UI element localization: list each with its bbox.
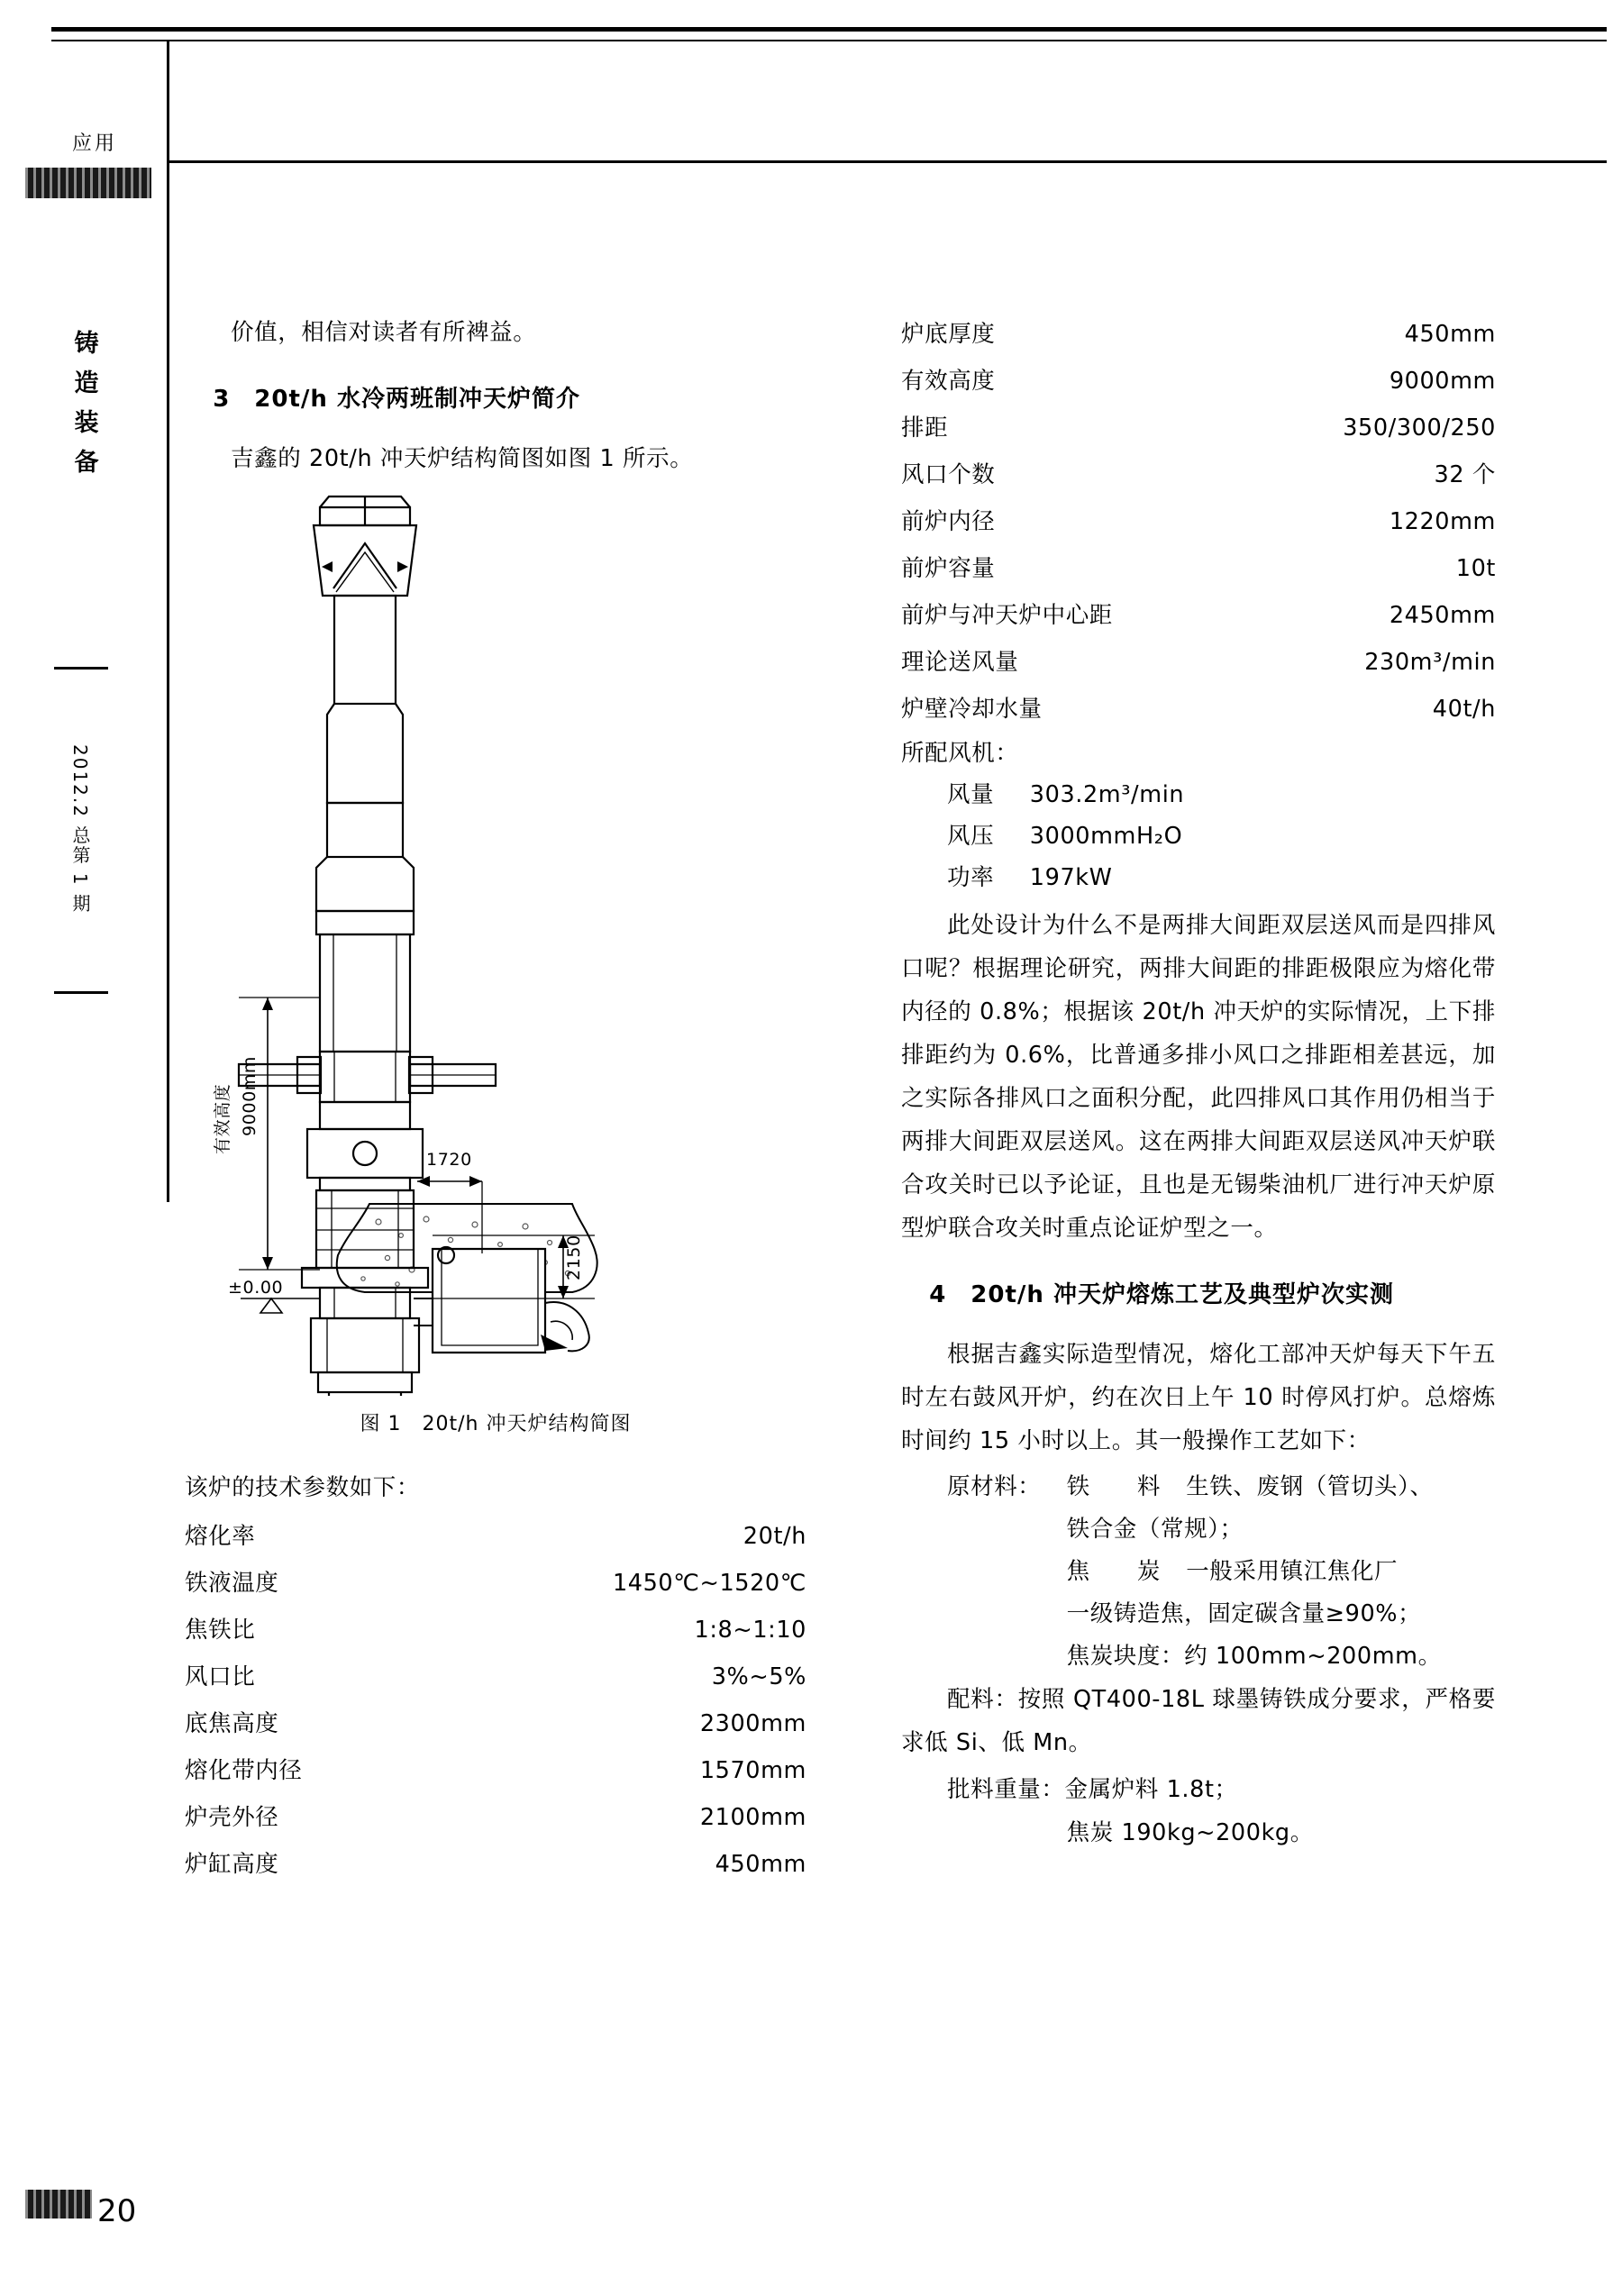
sidebar-vertical-rule (167, 40, 169, 1202)
table-row (901, 639, 1496, 686)
fan-spec-value: 303.2m³/min (1029, 781, 1185, 808)
cupola-schematic-svg (185, 487, 806, 1398)
material-continuation: 铁合金（常规）； (1066, 1516, 1244, 1543)
figure-cupola-diagram (185, 487, 806, 1398)
batch-weight-line: 批料重量：金属炉料 1.8t； (947, 1776, 1238, 1803)
param-key: 炉底厚度 (901, 321, 996, 348)
table-row (901, 498, 1496, 545)
page-number: 20 (97, 2193, 137, 2229)
fan-spec-label: 风量 (947, 781, 995, 808)
param-value: 20t/h (743, 1523, 806, 1550)
param-value: 10t (1455, 555, 1496, 582)
param-value: 450mm (715, 1851, 806, 1878)
fan-spec-value: 197kW (1029, 864, 1113, 891)
dim-effective-height-text: 有效高度 (213, 1083, 232, 1154)
dim-9000mm-text: 9000mm (240, 1056, 260, 1136)
param-key: 炉缸高度 (185, 1851, 279, 1878)
param-key: 底焦高度 (185, 1710, 279, 1737)
table-row (185, 1700, 806, 1747)
lead-paragraph: 价值，相信对读者有所裨益。 (231, 319, 537, 346)
param-value: 3%~5% (711, 1663, 806, 1690)
sidebar-tick-top (54, 667, 108, 670)
table-row (901, 592, 1496, 639)
process-paragraph: 根据吉鑫实际造型情况，熔化工部冲天炉每天下午五时左右鼓风开炉，约在次日上午 10 时停风打炉。总熔炼时间约 15 小时以上。其一般操作工艺如下： (901, 1341, 1496, 1454)
param-key: 前炉内径 (901, 508, 996, 535)
param-value: 1450℃~1520℃ (612, 1570, 806, 1597)
right-parameter-table (901, 311, 1496, 733)
discussion-paragraph: 此处设计为什么不是两排大间距双层送风而是四排风口呢？根据理论研究，两排大间距的排距极限应为熔化带内径的 0.8%；根据该 20t/h 冲天炉的实际情况，上下排排距约为 0.6%，比普通多排小风口之排距相差甚远，加之实际各排风口之面积分配，此四排风口其作用仍相当于两排大间距双层送风。这在两排大间距双层送风冲天炉联合攻关时已以予论证，且也是无锡柴油机厂进行冲天炉原型炉联合攻关时重点论证炉型之一。 (901, 912, 1496, 1242)
dim-1720-text: 1720 (426, 1150, 472, 1170)
material-value: 一般采用镇江焦化厂 (1186, 1558, 1399, 1585)
param-key: 炉壁冷却水量 (901, 696, 1043, 723)
sidebar-app-label: 应用 (72, 132, 118, 155)
table-row (901, 311, 1496, 358)
raw-materials-block (901, 1466, 1496, 1678)
header-rule-thin (51, 40, 1607, 41)
indent-spacer (901, 1551, 947, 1593)
table-row (185, 1513, 806, 1560)
sidebar-vertical-title: 铸造装备 (74, 330, 101, 477)
param-key: 焦铁比 (185, 1617, 256, 1644)
param-key: 风口个数 (901, 461, 996, 488)
figure-intro-paragraph: 吉鑫的 20t/h 冲天炉结构简图如图 1 所示。 (231, 445, 694, 472)
fan-spec-label: 功率 (947, 864, 995, 891)
heading-section-4: 4 20t/h 冲天炉熔炼工艺及典型炉次实测 (929, 1281, 1394, 1308)
material-continuation: 焦炭块度：约 100mm~200mm。 (1066, 1643, 1442, 1670)
dim-2150-text: 2150 (564, 1235, 584, 1280)
fan-spec-value: 3000mmH₂O (1029, 823, 1183, 850)
table-row (185, 1560, 806, 1607)
table-row (901, 686, 1496, 733)
param-value: 9000mm (1389, 368, 1496, 395)
material-value: 生铁、废钢（管切头）、 (1186, 1473, 1434, 1500)
left-parameter-table (185, 1513, 806, 1888)
param-key: 炉壳外径 (185, 1804, 279, 1831)
param-key: 排距 (901, 415, 949, 442)
table-row (901, 405, 1496, 451)
table-row (185, 1654, 806, 1700)
param-value: 450mm (1404, 321, 1496, 348)
list-item (901, 774, 1496, 815)
param-value: 32 个 (1434, 461, 1496, 488)
fan-spec-label: 风压 (947, 823, 995, 850)
raw-materials-row (901, 1551, 1496, 1593)
param-value: 40t/h (1432, 696, 1496, 723)
material-continuation: 一级铸造焦，固定碳含量≥90%； (1066, 1600, 1422, 1627)
table-row (185, 1747, 806, 1794)
indent-spacer (901, 1466, 947, 1508)
fan-spec-list (901, 774, 1496, 898)
sidebar-tick-bottom (54, 991, 108, 994)
param-value: 2100mm (699, 1804, 806, 1831)
param-key: 前炉与冲天炉中心距 (901, 602, 1113, 629)
param-key: 前炉容量 (901, 555, 996, 582)
fan-group-title: 所配风机： (901, 740, 1019, 767)
charge-paragraph: 配料：按照 QT400-18L 球墨铸铁成分要求，严格要求低 Si、低 Mn。 (901, 1686, 1496, 1756)
sidebar-marker-block (25, 168, 151, 198)
list-item (901, 815, 1496, 857)
material-key: 焦 炭 (1066, 1558, 1161, 1585)
params-intro: 该炉的技术参数如下： (185, 1474, 421, 1501)
param-key: 铁液温度 (185, 1570, 279, 1597)
raw-materials-row (901, 1466, 1496, 1508)
header-rule-thick (51, 27, 1607, 32)
footer-marker-block (25, 2190, 92, 2219)
param-value: 1220mm (1389, 508, 1496, 535)
left-column (185, 311, 806, 1888)
batch-coke-line: 焦炭 190kg~200kg。 (1066, 1819, 1314, 1846)
right-column (901, 311, 1496, 1858)
param-key: 熔化率 (185, 1523, 256, 1550)
section-rule (167, 160, 1607, 163)
param-value: 1570mm (699, 1757, 806, 1784)
param-key: 理论送风量 (901, 649, 1019, 676)
param-value: 2300mm (699, 1710, 806, 1737)
param-key: 风口比 (185, 1663, 256, 1690)
raw-materials-label: 原材料： (947, 1473, 1042, 1500)
material-key: 铁 料 (1066, 1473, 1161, 1500)
sidebar-issue-label: 2012.2 总第 1 期 (69, 744, 91, 914)
param-key: 熔化带内径 (185, 1757, 303, 1784)
param-value: 2450mm (1389, 602, 1496, 629)
table-row (901, 451, 1496, 498)
table-row (185, 1841, 806, 1888)
param-value: 350/300/250 (1343, 415, 1496, 442)
table-row (185, 1607, 806, 1654)
indent-spacer-2 (947, 1551, 1067, 1593)
param-value: 230m³/min (1364, 649, 1496, 676)
figure-caption: 图 1 20t/h 冲天炉结构简图 (360, 1413, 632, 1435)
datum-text: ±0.00 (228, 1278, 284, 1298)
table-row (901, 358, 1496, 405)
table-row (901, 545, 1496, 592)
table-row (185, 1794, 806, 1841)
heading-section-3: 3 20t/h 水冷两班制冲天炉简介 (213, 386, 580, 413)
list-item (901, 857, 1496, 898)
param-key: 有效高度 (901, 368, 996, 395)
param-value: 1:8~1:10 (694, 1617, 806, 1644)
